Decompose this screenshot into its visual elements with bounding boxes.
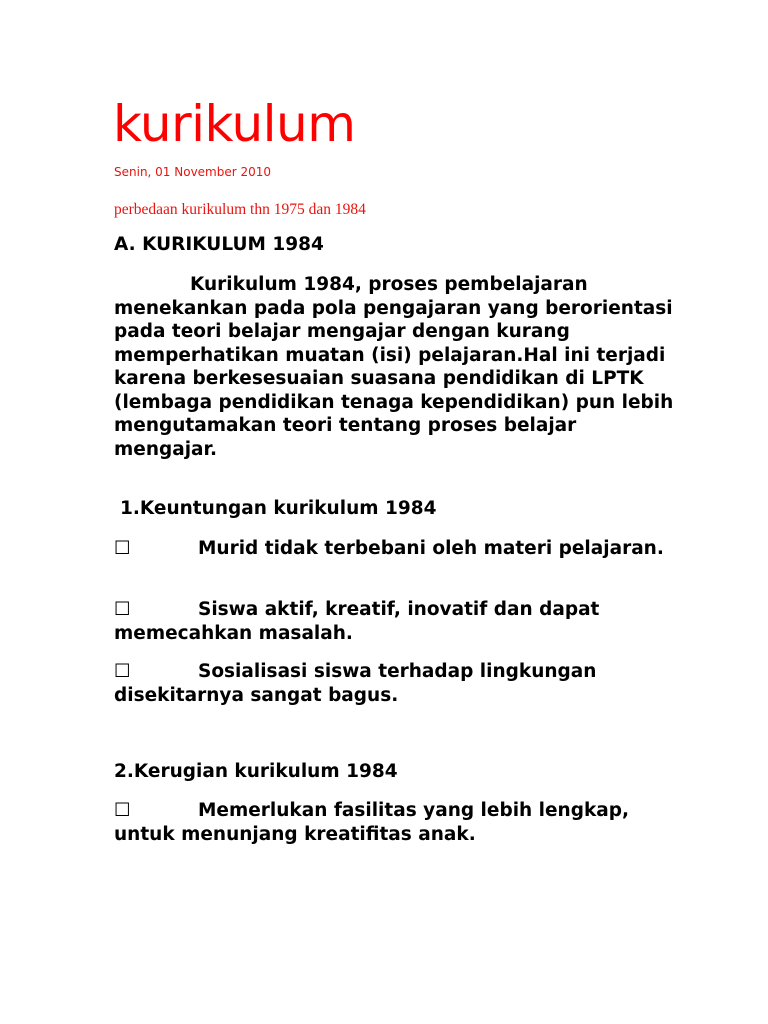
advantages-heading-text: 1.Keuntungan kurikulum 1984 (120, 498, 437, 519)
advantages-heading (114, 497, 674, 521)
section-heading: A. KURIKULUM 1984 (114, 234, 324, 255)
list-item (114, 537, 674, 561)
intro-paragraph (114, 273, 674, 461)
paragraph-text: Kurikulum 1984, proses pembelajaran menekankan pada pola pengajaran yang berorientasi pada teori belajar mengajar dengan kurang memperhatikan muatan (isi) pelajaran.Hal ini terjadi karena berkesesuaian suasana pendidikan di LPTK (lembaga pendidikan tenaga kependidikan) pun lebih mengutamakan teori tentang proses belajar mengajar. (114, 274, 674, 460)
list-item-text: Sosialisasi siswa terhadap lingkungan disekitarnya sangat bagus. (114, 661, 597, 706)
checkbox-icon: ☐ (114, 661, 131, 682)
checkbox-icon: ☐ (114, 800, 131, 821)
list-item-text: Murid tidak terbebani oleh materi pelajaran. (198, 538, 664, 559)
list-item-text: Siswa aktif, kreatif, inovatif dan dapat memecahkan masalah. (114, 599, 600, 644)
checkbox-icon: ☐ (114, 538, 131, 559)
post-title[interactable]: perbedaan kurikulum thn 1975 dan 1984 (114, 201, 366, 218)
list-item (114, 799, 674, 846)
checkbox-icon: ☐ (114, 599, 131, 620)
post-date: Senin, 01 November 2010 (114, 165, 272, 179)
list-item (114, 598, 674, 645)
blog-title[interactable]: kurikulum (113, 95, 356, 153)
list-item (114, 660, 674, 707)
disadvantages-heading: 2.Kerugian kurikulum 1984 (114, 761, 398, 782)
list-item-text: Memerlukan fasilitas yang lebih lengkap, untuk menunjang kreatifitas anak. (114, 800, 630, 845)
